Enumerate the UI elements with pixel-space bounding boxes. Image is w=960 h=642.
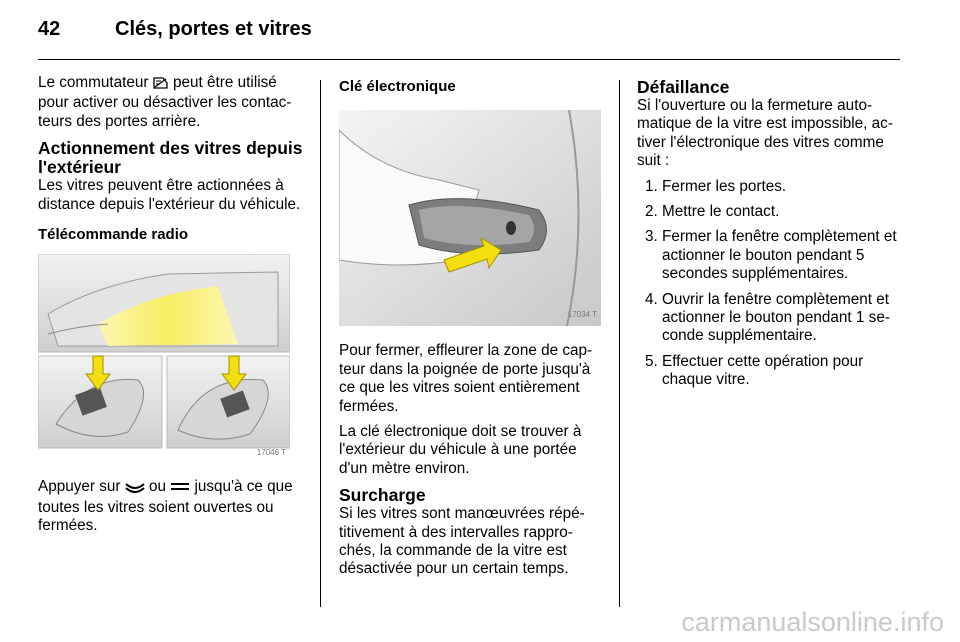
remote-control-figure [38, 254, 290, 464]
intro-paragraph: Le commutateur peut être utilisé pour activer ou désactiver les contac-teurs des portes arrière. [38, 74, 292, 130]
door-handle-figure [339, 110, 601, 326]
list-item: 4. Ouvrir la fenêtre complètement et actionner le bouton pendant 1 se-conde supplémentaire. [662, 291, 905, 346]
column-3 [637, 74, 905, 397]
header-rule [38, 59, 900, 60]
section-heading-failure: Défaillance [637, 77, 730, 97]
column-1 [38, 74, 306, 543]
watermark: carmanualsonline.info [681, 607, 944, 637]
column-2 [339, 74, 607, 586]
unlock-button-icon [170, 480, 190, 498]
remote-control-illustration [38, 254, 290, 464]
figure-label: 17034 T [567, 310, 597, 319]
figure-label: 17046 T [256, 448, 286, 458]
list-item: 2. Mettre le contact. [662, 203, 905, 221]
page-number: 42 [38, 18, 61, 40]
failure-steps-list [637, 178, 905, 390]
section-body: Les vitres peuvent être actionnées à distance depuis l'extérieur du véhicule. [38, 177, 301, 213]
subheading-remote: Télécommande radio [38, 226, 189, 244]
child-lock-window-icon [153, 75, 169, 94]
section-heading: Actionnement des vitres depuis l'extérieur [38, 138, 303, 178]
section-heading-overload: Surcharge [339, 485, 426, 506]
list-item: 1. Fermer les portes. [662, 178, 905, 196]
close-instruction: Pour fermer, effleurer la zone de cap-teur dans la poignée de porte jusqu'à ce que les vitres soient entièrement fermées. [339, 342, 593, 415]
page-title: Clés, portes et vitres [115, 18, 312, 40]
list-item: 3. Fermer la fenêtre complètement et actionner le bouton pendant 5 secondes supplémentaires. [662, 228, 905, 283]
failure-intro: Si l'ouverture ou la fermeture auto-matique de la vitre est impossible, ac-tiver l'électronique des vitres comme suit : [637, 97, 893, 170]
column-separator [619, 80, 620, 607]
column-separator [320, 80, 321, 607]
remote-instruction: Appuyer sur ou jusqu'à ce que toutes les vitres soient ouvertes ou fermées. [38, 478, 293, 535]
subheading-electronic-key: Clé électronique [339, 78, 456, 95]
overload-body: Si les vitres sont manœuvrées répé-titivement à des intervalles rappro-chés, la commande de la vitre est désactivée pour un certain temps. [339, 505, 585, 578]
lock-button-icon [125, 480, 145, 498]
door-handle-illustration [339, 110, 601, 326]
key-range-note: La clé électronique doit se trouver à l'extérieur du véhicule à une portée d'un mètre environ. [339, 423, 582, 477]
list-item: 5. Effectuer cette opération pour chaque vitre. [662, 353, 905, 390]
